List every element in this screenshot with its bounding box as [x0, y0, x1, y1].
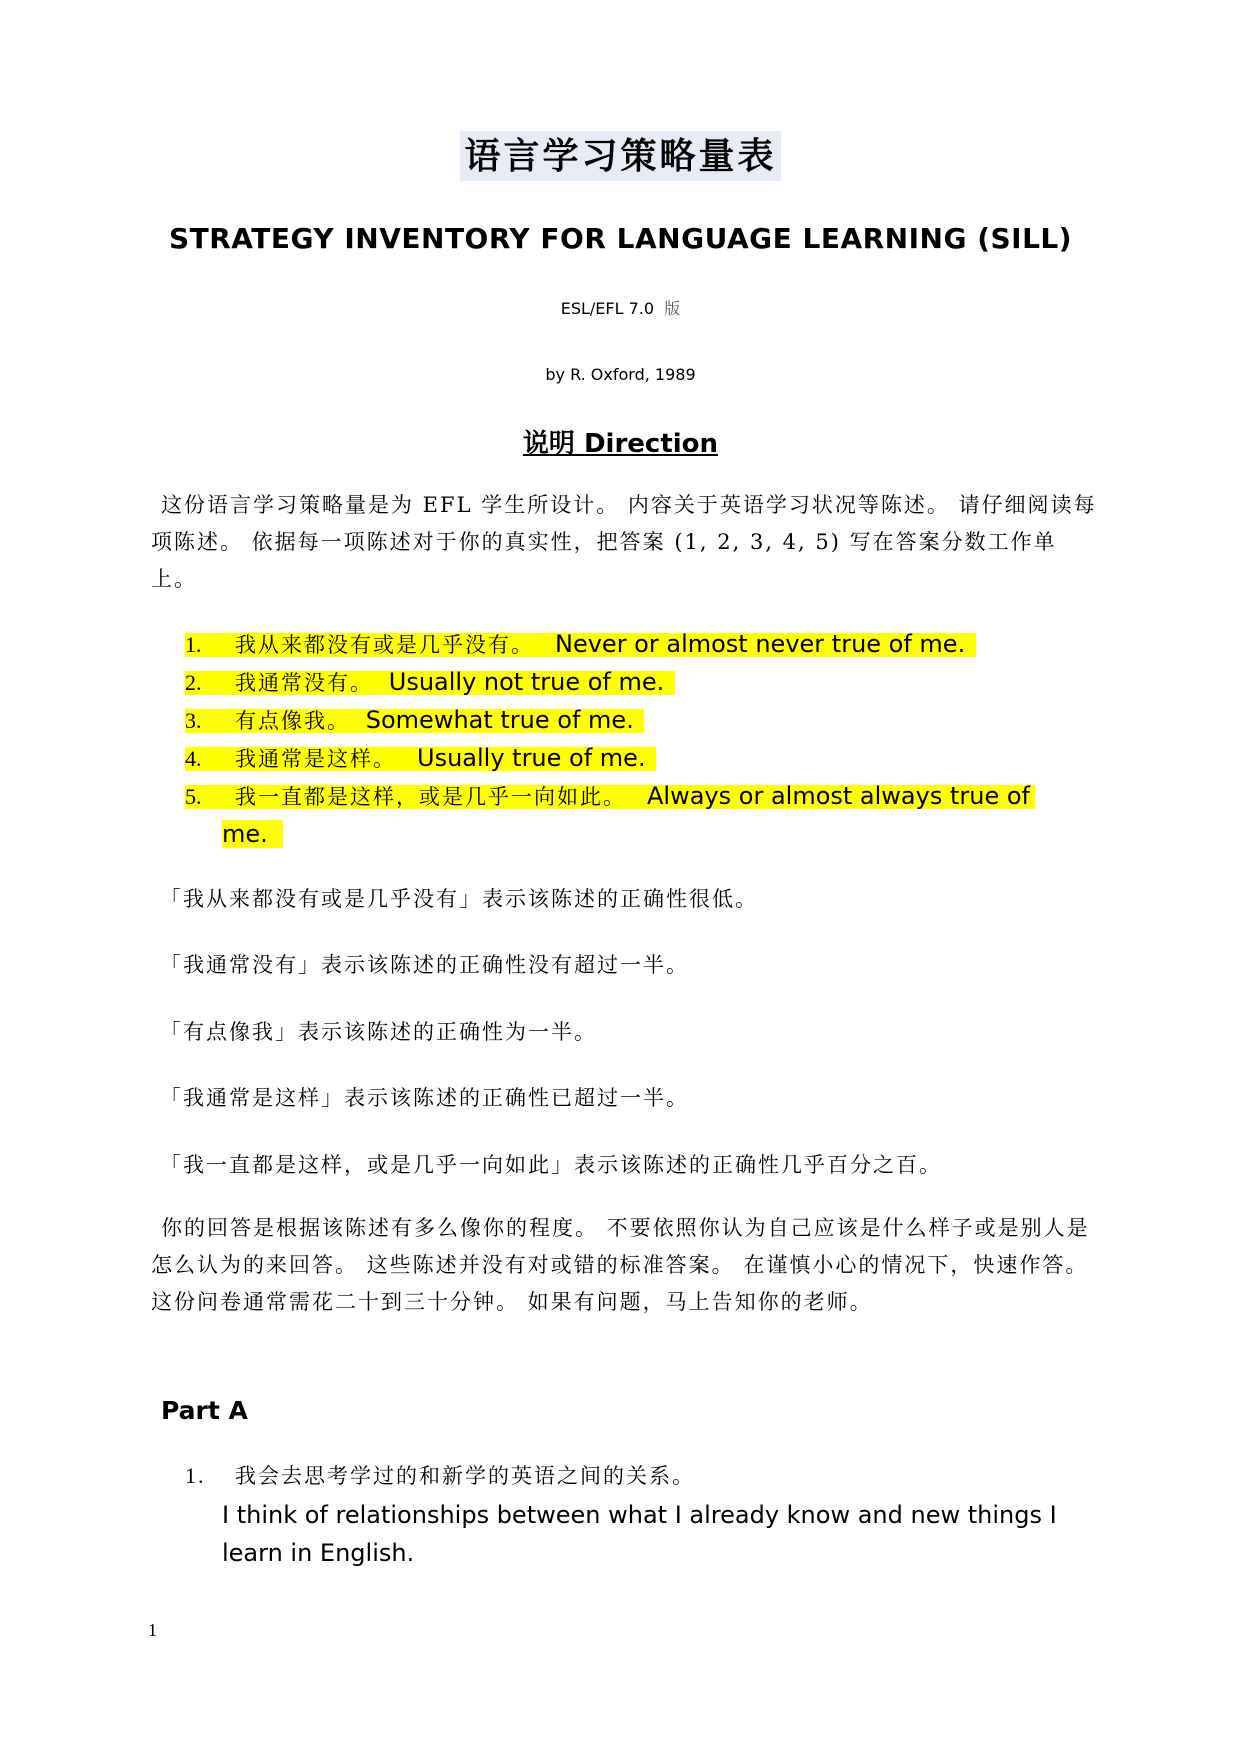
scale-item-5-continuation [222, 816, 283, 852]
scale-item-3 [185, 702, 644, 738]
scale-item-1-en: Never or almost never true of me. [555, 630, 966, 658]
scale-item-4-highlight [185, 744, 656, 772]
scale-item-5-en: Always or almost always true of [647, 782, 1030, 810]
direction-heading: 说明 Direction [522, 429, 719, 459]
scale-item-3-number: 3. [185, 708, 202, 733]
title-english: STRATEGY INVENTORY FOR LANGUAGE LEARNING (SILL) [168, 222, 1073, 255]
scale-item-1 [185, 626, 976, 662]
scale-item-1-number: 1. [185, 632, 202, 657]
scale-item-1-cn: 我从来都没有或是几乎没有。 [235, 633, 534, 657]
version-text: ESL/EFL 7.0 [560, 299, 655, 318]
scale-item-3-cn: 有点像我。 [235, 709, 350, 733]
part-a-item-1-en: I think of relationships between what I already know and new things I learn in English. [222, 1501, 1057, 1567]
version-suffix: 版 [664, 299, 681, 318]
scale-item-2 [185, 664, 675, 700]
scale-item-2-number: 2. [185, 670, 202, 695]
scale-item-2-en: Usually not true of me. [388, 668, 665, 696]
part-a-heading: Part A [161, 1396, 248, 1425]
scale-item-4-number: 4. [185, 746, 202, 771]
scale-item-2-highlight [185, 668, 675, 696]
explanation-5: 「我一直都是这样，或是几乎一向如此」表示该陈述的正确性几乎百分之百。 [160, 1153, 942, 1177]
explanation-4: 「我通常是这样」表示该陈述的正确性已超过一半。 [160, 1086, 689, 1110]
scale-item-5-en-cont: me. [222, 820, 268, 848]
part-a-item-1-number: 1. [185, 1463, 206, 1488]
page-number: 1 [148, 1620, 157, 1640]
byline: by R. Oxford, 1989 [545, 365, 696, 384]
intro-paragraph: 这份语言学习策略量是为 EFL 学生所设计。 内容关于英语学习状况等陈述。 请仔细阅读每项陈述。 依据每一项陈述对于你的真实性，把答案 (1, 2, 3, 4, 5) 写在答案分数工作单上。 [151, 493, 1097, 591]
scale-item-4-cn: 我通常是这样。 [235, 747, 396, 771]
explanation-1: 「我从来都没有或是几乎没有」表示该陈述的正确性很低。 [160, 887, 758, 911]
scale-item-4-en: Usually true of me. [417, 744, 646, 772]
part-a-item-1-cn-text: 我会去思考学过的和新学的英语之间的关系。 [235, 1464, 695, 1488]
title-chinese-text: 语言学习策略量表 [460, 131, 780, 181]
scale-item-5-highlight [185, 782, 1035, 810]
part-a-item-1-cn [185, 1460, 695, 1490]
scale-item-4 [185, 740, 656, 776]
answer-paragraph: 你的回答是根据该陈述有多么像你的程度。 不要依照你认为自己应该是什么样子或是别人是怎么认为的来回答。 这些陈述并没有对或错的标准答案。 在谨慎小心的情况下，快速作答。 这份问卷通常需花二十到三十分钟。 如果有问题，马上告知你的老师。 [151, 1216, 1090, 1314]
scale-item-1-highlight [185, 630, 976, 658]
scale-item-5-number: 5. [185, 784, 202, 809]
scale-item-5-en-cont-highlight [222, 820, 283, 848]
title-chinese [0, 128, 1241, 179]
scale-item-5 [185, 778, 1035, 814]
scale-item-3-highlight [185, 706, 644, 734]
scale-item-5-cn: 我一直都是这样，或是几乎一向如此。 [235, 785, 626, 809]
scale-item-3-en: Somewhat true of me. [365, 706, 634, 734]
explanation-3: 「有点像我」表示该陈述的正确性为一半。 [160, 1020, 597, 1044]
explanation-2: 「我通常没有」表示该陈述的正确性没有超过一半。 [160, 953, 689, 977]
version-line [0, 296, 1241, 319]
scale-item-2-cn: 我通常没有。 [235, 671, 373, 695]
